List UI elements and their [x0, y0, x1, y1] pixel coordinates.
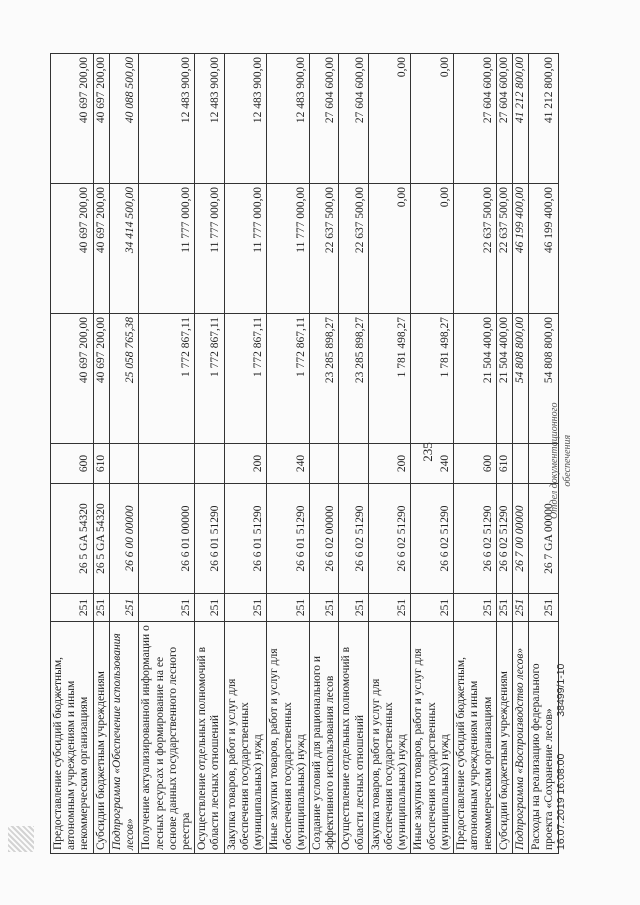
cell-name: Получение актуализированной информации о лесных ресурсах и формирование на ее основе данных государственного лесного реестра [139, 622, 195, 854]
cell-v1: 54 808 800,00 [513, 314, 529, 444]
cell-v3: 41 212 800,00 [529, 54, 558, 184]
footer-datetime: 16.07.2019 16:08:00 [555, 753, 567, 850]
cell-v3: 12 483 900,00 [139, 54, 195, 184]
cell-v3: 12 483 900,00 [267, 54, 310, 184]
cell-v2: 22 637 500,00 [339, 184, 368, 314]
cell-v2: 11 777 000,00 [267, 184, 310, 314]
cell-v3: 40 088 500,00 [109, 54, 138, 184]
cell-vr: 240 [267, 444, 310, 484]
cell-code: 251 [195, 594, 224, 622]
cell-csr: 26 6 00 00000 [109, 484, 138, 594]
page-number: 235 [420, 442, 435, 462]
cell-v2: 46 199 400,00 [529, 184, 558, 314]
cell-v3: 27 604 600,00 [496, 54, 512, 184]
table-row [93, 54, 109, 854]
table-row [309, 54, 338, 854]
cell-code: 251 [529, 594, 558, 622]
cell-v1: 1 772 867,11 [267, 314, 310, 444]
cell-vr [195, 444, 224, 484]
cell-vr: 600 [51, 444, 94, 484]
cell-v3: 27 604 600,00 [454, 54, 497, 184]
cell-v2: 34 414 500,00 [109, 184, 138, 314]
cell-vr [513, 444, 529, 484]
cell-name: Закупка товаров, работ и услуг для обеспечения государственных (муниципальных) нужд [224, 622, 267, 854]
department-stamp [548, 402, 574, 519]
footer [555, 630, 567, 850]
cell-name: Осуществление отдельных полномочий в области лесных отношений [195, 622, 224, 854]
cell-v2: 0,00 [368, 184, 411, 314]
cell-vr [109, 444, 138, 484]
cell-v2: 22 637 500,00 [309, 184, 338, 314]
cell-name: Расходы на реализацию федерального проекта «Сохранение лесов» [529, 622, 558, 854]
cell-csr: 26 6 01 51290 [224, 484, 267, 594]
table-row [139, 54, 195, 854]
cell-name: Иные закупки товаров, работ и услуг для обеспечения государственных (муниципальных) нужд [267, 622, 310, 854]
cell-name: Закупка товаров, работ и услуг для обеспечения государственных (муниципальных) нужд [368, 622, 411, 854]
cell-v1: 23 285 898,27 [339, 314, 368, 444]
cell-v3: 40 697 200,00 [51, 54, 94, 184]
cell-v1: 25 058 765,38 [109, 314, 138, 444]
cell-v1: 21 504 400,00 [496, 314, 512, 444]
cell-v1: 1 772 867,11 [139, 314, 195, 444]
cell-csr: 26 6 02 51290 [339, 484, 368, 594]
cell-name: Предоставление субсидий бюджетным, автономным учреждениям и иным некоммерческим организациям [454, 622, 497, 854]
cell-code: 251 [109, 594, 138, 622]
cell-code: 251 [139, 594, 195, 622]
table-row [454, 54, 497, 854]
table-row [109, 54, 138, 854]
table-row [51, 54, 94, 854]
cell-name: Предоставление субсидий бюджетным, автономным учреждениям и иным некоммерческим организациям [51, 622, 94, 854]
qr-code-icon [8, 826, 34, 852]
cell-csr: 26 6 01 51290 [267, 484, 310, 594]
cell-name: Осуществление отдельных полномочий в области лесных отношений [339, 622, 368, 854]
cell-vr [309, 444, 338, 484]
cell-v3: 12 483 900,00 [224, 54, 267, 184]
cell-name: Создание условий для рационального и эффективного использования лесов [309, 622, 338, 854]
cell-v3: 0,00 [368, 54, 411, 184]
cell-v2: 46 199 400,00 [513, 184, 529, 314]
rotated-page-content [50, 54, 590, 854]
cell-csr: 26 6 02 00000 [309, 484, 338, 594]
cell-vr: 600 [454, 444, 497, 484]
cell-code: 251 [224, 594, 267, 622]
cell-code: 251 [309, 594, 338, 622]
table-row [195, 54, 224, 854]
cell-name: Субсидии бюджетным учреждениям [496, 622, 512, 854]
cell-code: 251 [454, 594, 497, 622]
cell-v2: 11 777 000,00 [195, 184, 224, 314]
cell-vr: 240 [411, 444, 454, 484]
cell-code: 251 [339, 594, 368, 622]
cell-v1: 21 504 400,00 [454, 314, 497, 444]
cell-csr: 26 6 02 51290 [411, 484, 454, 594]
cell-csr: 26 6 01 51290 [195, 484, 224, 594]
cell-name: Субсидии бюджетным учреждениям [93, 622, 109, 854]
cell-csr: 26 6 02 51290 [368, 484, 411, 594]
cell-csr: 26 5 GA 54320 [51, 484, 94, 594]
table-row [496, 54, 512, 854]
stamp-line1: Отдел документационного [549, 402, 560, 519]
cell-vr: 610 [93, 444, 109, 484]
cell-code: 251 [93, 594, 109, 622]
cell-vr: 610 [496, 444, 512, 484]
cell-csr: 26 6 02 51290 [496, 484, 512, 594]
cell-v2: 40 697 200,00 [51, 184, 94, 314]
cell-v2: 0,00 [411, 184, 454, 314]
cell-v3: 27 604 600,00 [339, 54, 368, 184]
cell-csr: 26 7 00 00000 [513, 484, 529, 594]
cell-code: 251 [513, 594, 529, 622]
cell-vr: 200 [224, 444, 267, 484]
cell-name: Подпрограмма «Воспроизводство лесов» [513, 622, 529, 854]
cell-v2: 11 777 000,00 [139, 184, 195, 314]
table-row [411, 54, 454, 854]
cell-v2: 40 697 200,00 [93, 184, 109, 314]
cell-v3: 0,00 [411, 54, 454, 184]
cell-code: 251 [411, 594, 454, 622]
cell-v1: 1 781 498,27 [368, 314, 411, 444]
cell-v3: 40 697 200,00 [93, 54, 109, 184]
cell-code: 251 [368, 594, 411, 622]
cell-code: 251 [51, 594, 94, 622]
table-row [513, 54, 529, 854]
cell-v1: 1 772 867,11 [224, 314, 267, 444]
cell-v2: 22 637 500,00 [496, 184, 512, 314]
cell-csr: 26 7 GA 00000 [529, 484, 558, 594]
cell-v1: 1 781 498,27 [411, 314, 454, 444]
footer-doc-id: 38499/1-10 [555, 663, 567, 717]
cell-csr: 26 5 GA 54320 [93, 484, 109, 594]
cell-v1: 1 772 867,11 [195, 314, 224, 444]
cell-v2: 22 637 500,00 [454, 184, 497, 314]
cell-vr [139, 444, 195, 484]
cell-v2: 11 777 000,00 [224, 184, 267, 314]
cell-csr: 26 6 01 00000 [139, 484, 195, 594]
cell-csr: 26 6 02 51290 [454, 484, 497, 594]
cell-v3: 41 212 800,00 [513, 54, 529, 184]
cell-v1: 40 697 200,00 [93, 314, 109, 444]
cell-name: Иные закупки товаров, работ и услуг для обеспечения государственных (муниципальных) нужд [411, 622, 454, 854]
cell-code: 251 [496, 594, 512, 622]
table-row [224, 54, 267, 854]
cell-vr [339, 444, 368, 484]
cell-v3: 12 483 900,00 [195, 54, 224, 184]
budget-table [50, 53, 559, 854]
cell-name: Подпрограмма «Обеспечение использования лесов» [109, 622, 138, 854]
cell-v1: 23 285 898,27 [309, 314, 338, 444]
cell-v3: 27 604 600,00 [309, 54, 338, 184]
cell-code: 251 [267, 594, 310, 622]
table-row [368, 54, 411, 854]
table-row [267, 54, 310, 854]
table-row [339, 54, 368, 854]
cell-v1: 54 808 800,00 [529, 314, 558, 444]
stamp-line2: обеспечения [562, 434, 573, 487]
cell-vr: 200 [368, 444, 411, 484]
cell-v1: 40 697 200,00 [51, 314, 94, 444]
